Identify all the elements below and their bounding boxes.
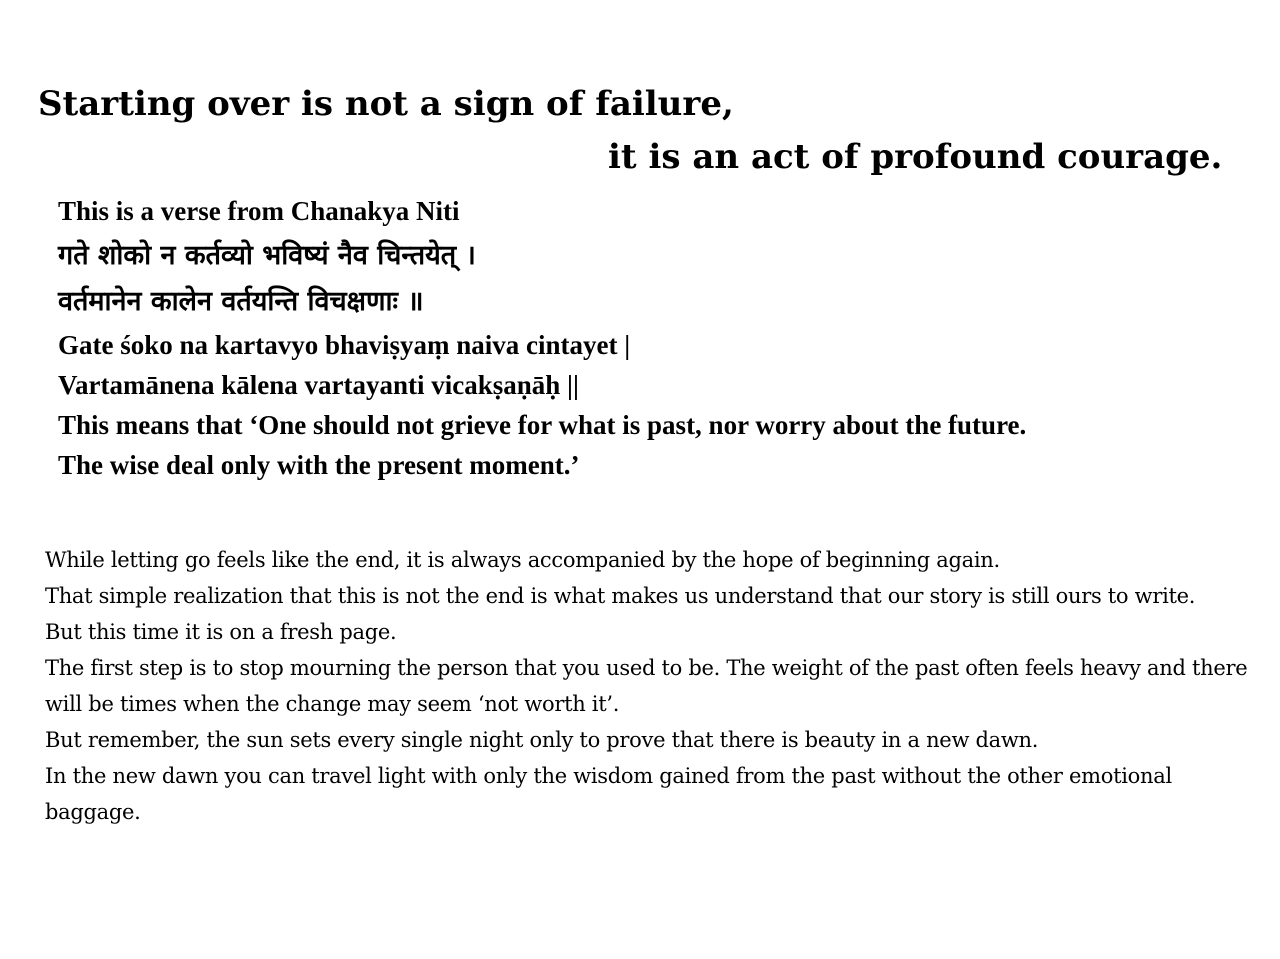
verse-sanskrit-line-2: वर्तमानेन कालेन वर्तयन्ति विचक्षणाः ॥ — [58, 286, 424, 317]
verse-meaning-line-1: This means that ‘One should not grieve for what is past, nor worry about the future. — [58, 410, 1027, 440]
verse-sanskrit-line-1: गते शोको न कर्तव्यो भविष्यं नैव चिन्तयेत् । — [58, 240, 476, 271]
headline-line-1: Starting over is not a sign of failure, — [38, 84, 734, 124]
verse-transliteration-line-2: Vartamānena kālena vartayanti vicakṣaṇāḥ || — [58, 370, 579, 400]
verse-transliteration-line-1: Gate śoko na kartavyo bhaviṣyaṃ naiva cintayet | — [58, 330, 631, 360]
body-text — [45, 542, 1255, 830]
verse-meaning-line-2: The wise deal only with the present moment.’ — [58, 450, 580, 480]
body-paragraph: While letting go feels like the end, it is always accompanied by the hope of beginning again. — [45, 548, 1000, 572]
body-paragraph: That simple realization that this is not the end is what makes us understand that our story is still ours to write. — [45, 584, 1196, 608]
body-paragraph: In the new dawn you can travel light with only the wisdom gained from the past without the other emotional baggage. — [45, 764, 1172, 824]
body-paragraph: The first step is to stop mourning the person that you used to be. The weight of the past often feels heavy and there will be times when the change may seem ‘not worth it’. — [45, 656, 1248, 716]
verse-intro: This is a verse from Chanakya Niti — [58, 196, 460, 226]
body-paragraph: But this time it is on a fresh page. — [45, 620, 397, 644]
headline-line-2: it is an act of profound courage. — [608, 137, 1223, 177]
body-paragraph: But remember, the sun sets every single night only to prove that there is beauty in a new dawn. — [45, 728, 1039, 752]
